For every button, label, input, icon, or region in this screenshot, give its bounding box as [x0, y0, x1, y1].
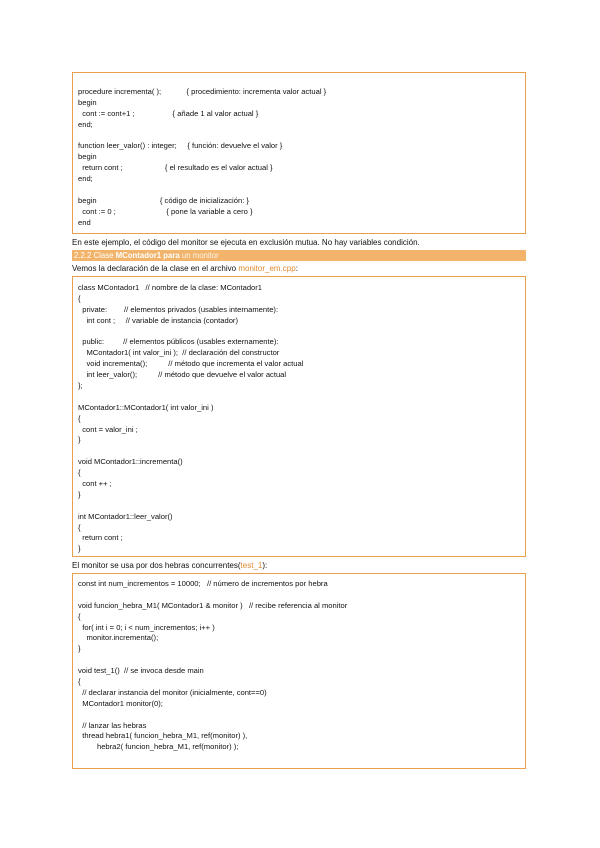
paragraph-exclusion-mutua: En este ejemplo, el código del monitor se ejecuta en exclusión mutua. No hay variables condición.	[72, 238, 420, 247]
code-line: int MContador1::leer_valor()	[78, 511, 173, 521]
code-line: const int num_incrementos = 10000; // número de incrementos por hebra	[78, 579, 328, 588]
code-line: void funcion_hebra_M1( MContador1 & monitor ) // recibe referencia al monitor	[78, 600, 348, 610]
paragraph-text: El monitor se usa por dos hebras concurrentes(	[72, 561, 241, 570]
code-line: hebra2( funcion_hebra_M1, ref(monitor) );	[78, 742, 239, 752]
file-link[interactable]: monitor_em.cpp	[238, 264, 296, 273]
code-line: int cont ; // variable de instancia (contador)	[78, 315, 238, 325]
paragraph-suffix: :	[295, 264, 298, 273]
code-line: void MContador1::incrementa()	[78, 457, 183, 467]
paragraph-text: Vemos la declaración de la clase en el archivo	[72, 264, 239, 273]
code-line: begin { código de inicialización: }	[78, 195, 249, 205]
code-line: {	[78, 468, 81, 478]
code-line: end;	[78, 174, 93, 184]
code-line: class MContador1 // nombre de la clase: MContador1	[78, 283, 263, 292]
code-line	[78, 710, 525, 721]
code-lines	[78, 579, 525, 753]
code-line: }	[78, 544, 81, 554]
code-line: }	[78, 435, 81, 445]
code-block-thread-usage	[72, 573, 526, 769]
code-line: {	[78, 522, 81, 532]
code-block-class-declaration	[72, 276, 526, 557]
code-line	[78, 327, 525, 338]
code-line	[78, 392, 525, 403]
code-line: end	[78, 217, 91, 227]
code-line: };	[78, 381, 83, 391]
code-line: monitor.incrementa();	[78, 633, 159, 643]
code-line: public: // elementos públicos (usables externamente):	[78, 337, 279, 347]
code-line: procedure incrementa( ); { procedimiento: incrementa valor actual }	[78, 87, 327, 96]
code-line: return cont ;	[78, 533, 123, 543]
code-line: MContador1 monitor(0);	[78, 698, 163, 708]
code-line: // declarar instancia del monitor (inicialmente, cont==0)	[78, 687, 267, 697]
code-line: {	[78, 293, 81, 303]
code-line: begin	[78, 97, 97, 107]
code-line: MContador1( int valor_ini ); // declaración del constructor	[78, 348, 280, 358]
section-heading	[72, 250, 526, 261]
code-line: begin	[78, 152, 97, 162]
code-line: return cont ; { el resultado es el valor actual }	[78, 163, 273, 173]
code-line: cont ++ ;	[78, 479, 112, 489]
section-number: 2.2.2 Clase	[74, 251, 116, 260]
code-line: function leer_valor() : integer; { función: devuelve el valor }	[78, 141, 283, 151]
code-block-monitor-pseudocode	[72, 72, 526, 234]
code-line: {	[78, 611, 81, 621]
code-line: MContador1::MContador1( int valor_ini )	[78, 402, 214, 412]
code-line: // lanzar las hebras	[78, 720, 147, 730]
code-line: thread hebra1( funcion_hebra_M1, ref(monitor) ),	[78, 731, 248, 741]
code-line: for( int i = 0; i < num_incrementos; i++ )	[78, 622, 215, 632]
code-lines	[78, 283, 525, 555]
section-title-rest: un monitor	[179, 251, 219, 260]
code-line	[78, 655, 525, 666]
code-line: cont = valor_ini ;	[78, 424, 138, 434]
code-line: cont := 0 ; { pone la variable a cero }	[78, 206, 253, 216]
code-line	[78, 501, 525, 512]
code-line: cont := cont+1 ; { añade 1 al valor actual }	[78, 108, 259, 118]
paragraph-declaracion	[72, 264, 298, 274]
code-line	[78, 590, 525, 601]
test-link[interactable]: test_1	[240, 561, 263, 570]
code-line: void incrementa(); // método que incrementa el valor actual	[78, 359, 304, 369]
code-line	[78, 446, 525, 457]
code-line	[78, 185, 525, 196]
code-line: private: // elementos privados (usables internamente):	[78, 304, 279, 314]
paragraph-hebras	[72, 561, 267, 571]
code-line: }	[78, 644, 81, 654]
paragraph-suffix: ):	[262, 561, 268, 570]
code-line: {	[78, 677, 81, 687]
code-line: }	[78, 489, 81, 499]
code-line	[78, 131, 525, 142]
code-line: {	[78, 413, 81, 423]
code-line: int leer_valor(); // método que devuelve el valor actual	[78, 370, 287, 380]
section-class-name: MContador1 para	[115, 251, 180, 260]
code-lines	[78, 87, 525, 229]
code-line: void test_1() // se invoca desde main	[78, 666, 204, 676]
code-line: end;	[78, 119, 93, 129]
